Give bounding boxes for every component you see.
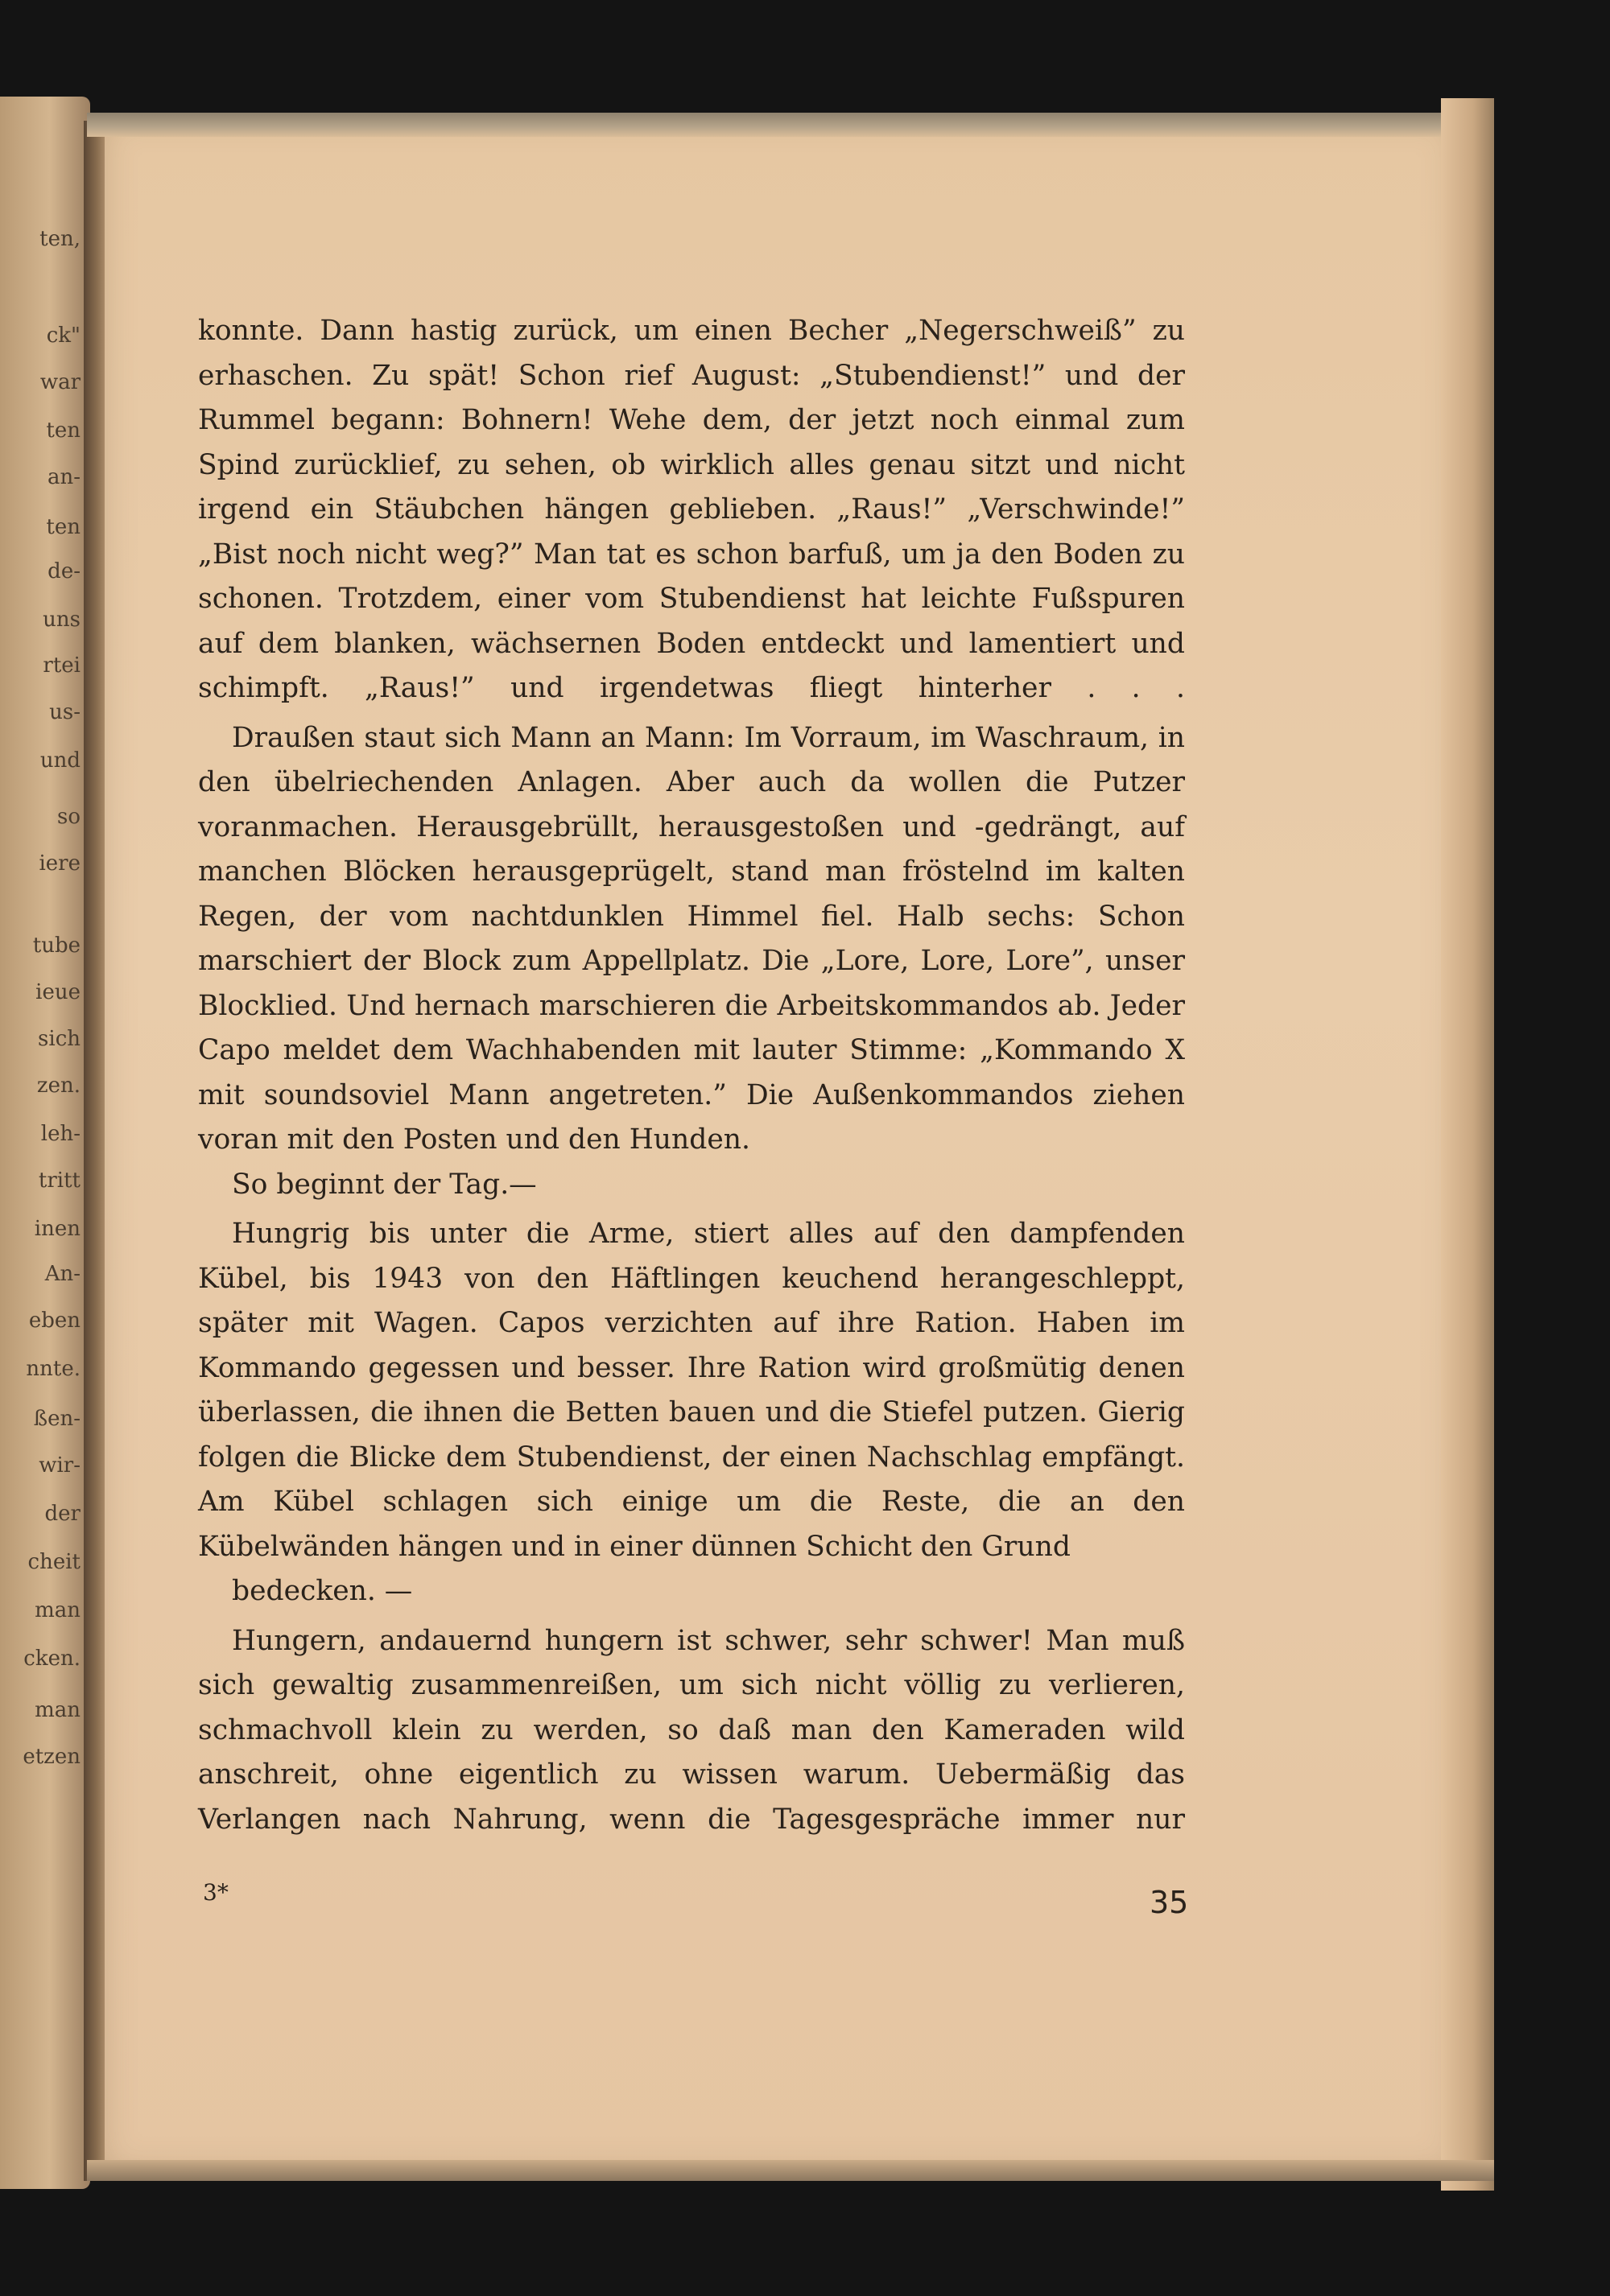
left-page-fragment: ten, [39,227,80,251]
left-page-fragment: us- [49,700,80,724]
left-page-fragment: ßen- [33,1407,80,1431]
left-page-fragment: An- [44,1262,80,1286]
page-bottom-edge [87,2160,1494,2181]
paragraph-2 [198,716,1185,1208]
paragraph-3-text: Hungrig bis unter die Arme, stiert alles auf den dampfenden Kübel, bis 1943 von den Häftlingen keuchend herangeschleppt, später mit Wagen. Capos verzichten auf ihre Ration. Haben im Kommando gegessen und besser. Ihre Ration wird großmütig denen überlassen, die ihnen die Betten bauen und die Stiefel putzen. Gierig folgen die Blicke dem Stubendienst, der einen Nachschlag empfängt. Am Kübel schlagen sich einige um die Reste, die an den Kübelwänden hängen und in einer dünnen Schicht den Grund [198,1218,1185,1563]
left-page-fragment: wir- [39,1453,80,1478]
paragraph-2-last-line: So beginnt der Tag.— [232,1168,537,1201]
left-page-fragment: inen [34,1217,80,1241]
left-page-fragment: ten [46,418,80,443]
left-page-fragment: zen. [36,1074,80,1098]
left-page-fragment: leh- [40,1122,80,1146]
left-page-fragment: ten [46,515,80,539]
paragraph-3 [198,1212,1185,1614]
left-page-fragment: iere [39,851,80,876]
left-page-edge [0,97,90,2189]
left-page-fragment: tube [32,934,80,958]
paragraph-1 [198,309,1185,711]
paragraph-4 [198,1619,1185,1843]
left-page-fragment: an- [47,465,80,489]
page-right-edge [1441,98,1494,2191]
left-page-fragment: uns [43,608,80,632]
paragraph-1-text: konnte. Dann hastig zurück, um einen Becher „Negerschweiß” zu erhaschen. Zu spät! Schon rief August: „Stubendienst!” und der Rummel begann: Bohnern! Wehe dem, der jetzt noch einmal zum Spind zurücklief, zu sehen, ob wirklich alles genau sitzt und nicht irgend ein Stäubchen hängen geblieben. „Raus!” „Verschwinde!” „Bist noch nicht weg?” Man tat es schon barfuß, um ja den Boden zu schonen. Trotzdem, einer vom Stubendienst hat leichte Fußspuren auf dem blanken, wächsernen Boden entdeckt und lamentiert und schimpft. „Raus!” und irgendetwas fliegt hinterher . . . [198,315,1185,704]
page-top-edge [87,113,1494,137]
left-page-fragment: sich [38,1027,80,1051]
page-number: 35 [1150,1885,1189,1920]
left-page-fragment: ck" [46,324,80,348]
paragraph-4-text: Hungern, andauernd hungern ist schwer, sehr schwer! Man muß sich gewaltig zusammenreißen, um sich nicht völlig zu verlieren, schmachvoll klein zu werden, so daß man den Kameraden wild anschreit, ohne eigentlich zu wissen warum. Uebermäßig das Verlangen nach Nahrung, wenn die Tagesgespräche immer nur [198,1624,1185,1836]
left-page-fragment: cken. [23,1647,80,1671]
left-page-fragment: etzen [23,1745,80,1769]
paragraph-3-last-line: bedecken. — [232,1575,413,1607]
left-page-fragment: de- [47,559,80,583]
left-page-fragment: war [39,370,80,394]
left-page-fragment: rtei [43,653,80,678]
left-page-fragment: tritt [38,1169,80,1193]
left-page-fragment: eben [28,1309,80,1333]
left-page-fragment: und [39,748,80,773]
left-page-fragment: so [57,805,80,829]
left-page-fragment: der [44,1502,80,1526]
left-page-fragment: cheit [27,1550,80,1574]
left-page-fragment: ieue [35,980,80,1004]
left-page-fragment: man [35,1698,80,1722]
left-page-fragment: man [35,1598,80,1622]
main-text [198,309,1185,1847]
left-page-fragment: nnte. [26,1357,80,1381]
signature-mark: 3* [203,1879,229,1906]
paragraph-2-text: Draußen staut sich Mann an Mann: Im Vorraum, im Waschraum, in den übelriechenden Anlagen. Aber auch da wollen die Putzer voranmachen. Herausgebrüllt, herausgestoßen und -gedrängt, auf manchen Blöcken herausgeprügelt, stand man fröstelnd im kalten Regen, der vom nachtdunklen Himmel fiel. Halb sechs: Schon marschiert der Block zum Appellplatz. Die „Lore, Lore, Lore”, unser Blocklied. Und hernach marschieren die Arbeitskommandos ab. Jeder Capo meldet dem Wachhabenden mit lauter Stimme: „Kommando X mit soundsoviel Mann angetreten.” Die Außenkommandos ziehen voran mit den Posten und den Hunden. [198,721,1185,1156]
